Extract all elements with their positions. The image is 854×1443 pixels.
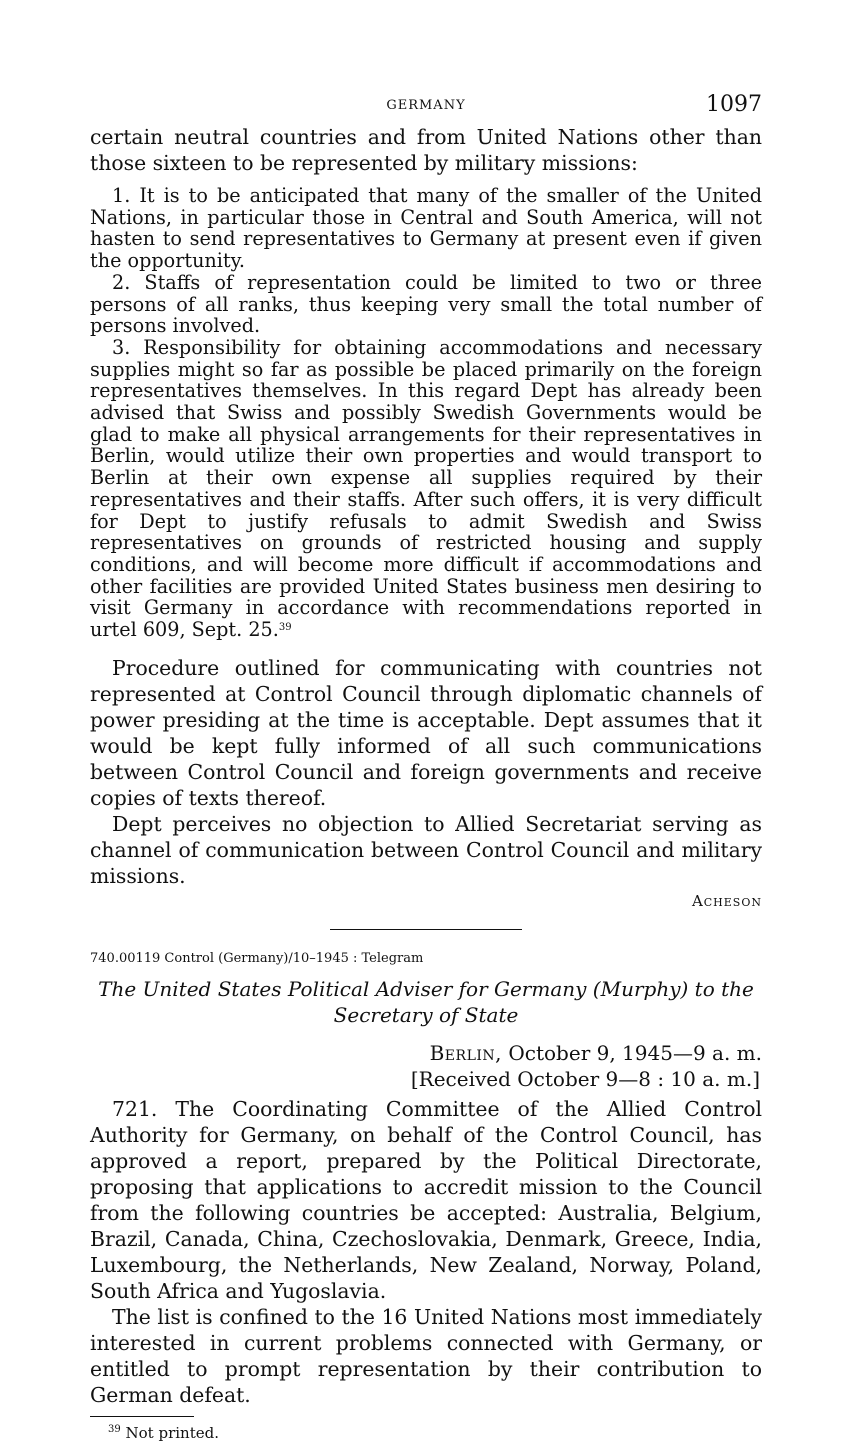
list-item-1: 1. It is to be anticipated that many of the smaller of the United Nations, in particular those in Central and South America, will not hasten to send representatives to Germany at present even if given the opportunity. — [90, 184, 762, 273]
footnote-reference: 39 — [278, 622, 292, 634]
footnote — [90, 1423, 762, 1443]
footnote-text: Not printed. — [125, 1423, 219, 1442]
running-head — [90, 92, 762, 124]
dateline-place: Berlin, — [429, 1040, 503, 1065]
page-number: 1097 — [706, 92, 762, 117]
document-title: The United States Political Adviser for Germany (Murphy) to the Secretary of State — [98, 976, 754, 1027]
list-item-3-text: 3. Responsibility for obtaining accommodations and necessary supplies might so far as possible be placed primarily on the foreign representatives themselves. In this regard Dept has already been advised that Swiss and possibly Swedish Governments would be glad to make all physical arrangements for their representatives in Berlin, would utilize their own properties and would transport to Berlin at their own expense all supplies required by their representatives and their staffs. After such offers, it is very difficult for Dept to justify refusals to admit Swedish and Swiss representatives on grounds of restricted housing and supply conditions, and will become more difficult if accommodations and other facilities are provided United States business men desiring to visit Germany in accordance with recommendations reported in urtel 609, Sept. 25. — [90, 335, 762, 642]
received-line: [Received October 9—8 : 10 a. m.] — [410, 1066, 760, 1091]
document-page — [90, 92, 762, 1443]
footnote-divider — [90, 1416, 194, 1417]
dateline — [90, 1040, 762, 1066]
list-item-3 — [90, 337, 762, 641]
section-divider — [330, 929, 522, 930]
telegram-paragraph-2: The list is confined to the 16 United Nations most immediately interested in current problems connected with Germany, or entitled to prompt representation by their contribution to German defeat. — [90, 1304, 762, 1407]
file-reference: 740.00119 Control (Germany)/10–1945 : Telegram — [90, 950, 424, 966]
secretariat-paragraph: Dept perceives no objection to Allied Secretariat serving as channel of communication between Control Council and military missions. — [90, 811, 762, 888]
signature: Acheson — [691, 891, 762, 910]
running-title: GERMANY — [386, 98, 466, 113]
telegram-paragraph-1: 721. The Coordinating Committee of the Allied Control Authority for Germany, on behalf of the Control Council, has approved a report, prepared by the Political Directorate, proposing that applications to accredit mission to the Council from the following countries be accepted: Australia, Belgium, Brazil, Canada, China, Czechoslovakia, Denmark, Greece, India, Luxembourg, the Netherlands, New Zealand, Norway, Poland, South Africa and Yugoslavia. — [90, 1096, 762, 1303]
dateline-date: October 9, 1945—9 a. m. — [508, 1040, 762, 1065]
continuation-paragraph: certain neutral countries and from United Nations other than those sixteen to be represented by military missions: — [90, 125, 762, 175]
footnote-marker: 39 — [108, 1423, 121, 1435]
numbered-list — [90, 185, 762, 641]
procedure-paragraph: Procedure outlined for communicating with countries not represented at Control Council through diplomatic channels of power presiding at the time is acceptable. Dept assumes that it would be kept fully informed of all such communications between Control Council and foreign governments and receive copies of texts thereof. — [90, 655, 762, 810]
list-item-2: 2. Staffs of representation could be limited to two or three persons of all ranks, thus keeping very small the total number of persons involved. — [90, 270, 762, 338]
